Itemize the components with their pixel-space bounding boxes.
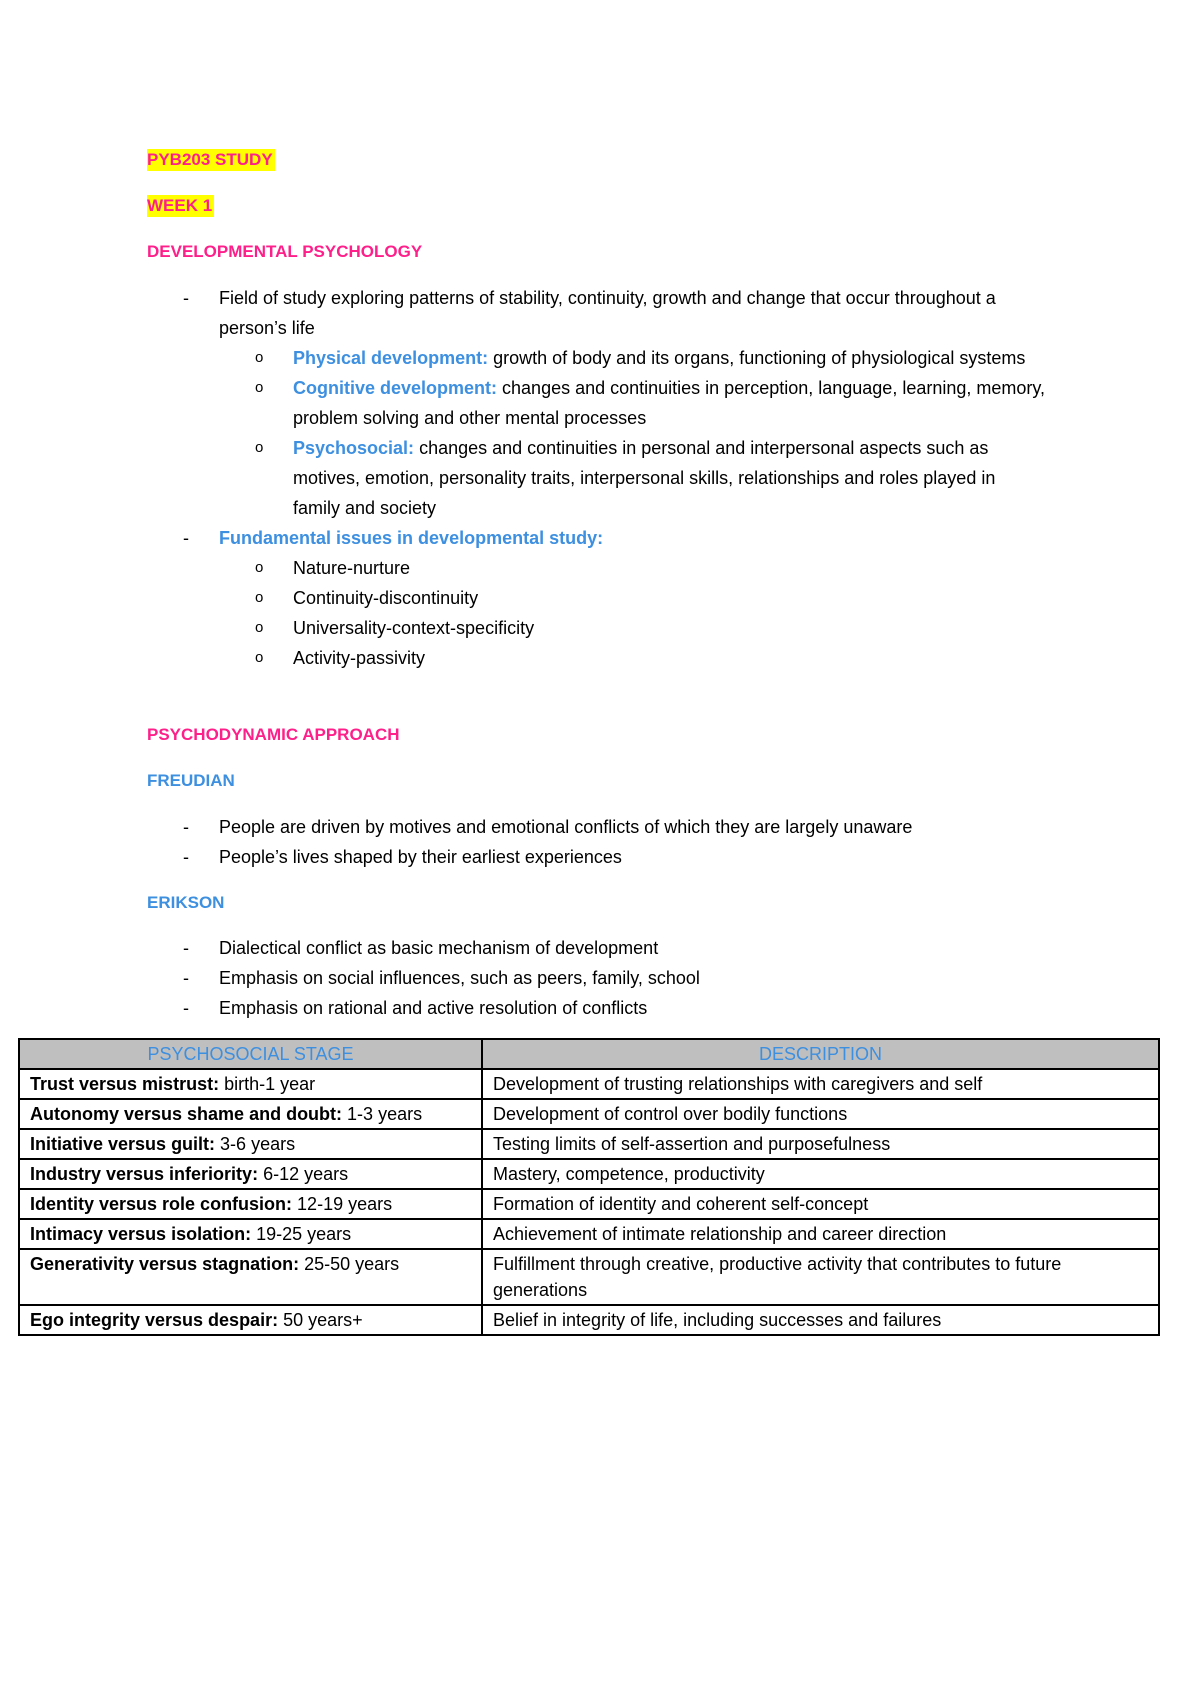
developmental-intro: Field of study exploring patterns of stability, continuity, growth and change that occur throughout a person’s life [219, 288, 996, 338]
list-item: o Activity-passivity [255, 648, 426, 668]
list-item: - Dialectical conflict as basic mechanism of development [183, 938, 659, 958]
developmental-heading: DEVELOPMENTAL PSYCHOLOGY [147, 242, 423, 261]
erikson-heading: ERIKSON [147, 893, 225, 912]
table-header-row [19, 1039, 1159, 1069]
domain-sublist [219, 343, 1047, 523]
table-row: Trust versus mistrust: birth-1 year Development of trusting relationships with caregivers and self [19, 1069, 1159, 1099]
table-header-description: DESCRIPTION [482, 1039, 1159, 1069]
table-row: Industry versus inferiority: 6-12 years Mastery, competence, productivity [19, 1159, 1159, 1189]
list-item: - Field of study exploring patterns of stability, continuity, growth and change that occur throughout a person’s life o Physical development: growth of body and its organs, functioning of physiological systems o Cognitive development: changes and continuities in perception, language, learning, memory, problem solving and other mental processes o Psychosocial: changes and continuities in personal and interpersonal aspects such as motives, emotion, personality traits, interpersonal skills, relationships and roles played in family and society [147, 283, 1047, 523]
list-item: - Fundamental issues in developmental study: o Nature-nurture o Continuity-discontinuity o Universality-context-specificity o Activity-passivity [147, 523, 1047, 673]
list-item: - Emphasis on rational and active resolution of conflicts [183, 998, 648, 1018]
table-row: Autonomy versus shame and doubt: 1-3 years Development of control over bodily functions [19, 1099, 1159, 1129]
list-item: - People are driven by motives and emotional conflicts of which they are largely unaware [183, 817, 913, 837]
table-header-stage: PSYCHOSOCIAL STAGE [19, 1039, 482, 1069]
table-row: Ego integrity versus despair: 50 years+ Belief in integrity of life, including successes and failures [19, 1305, 1159, 1335]
erikson-list [147, 933, 1047, 1023]
list-item: o Universality-context-specificity [255, 618, 535, 638]
issues-label: Fundamental issues in developmental study: [219, 528, 604, 548]
table-row: Generativity versus stagnation: 25-50 years Fulfillment through creative, productive activity that contributes to future generations [19, 1249, 1159, 1305]
list-item: o Continuity-discontinuity [255, 588, 479, 608]
developmental-list [147, 283, 1047, 673]
week-heading: WEEK 1 [147, 196, 213, 215]
list-item: - People’s lives shaped by their earliest experiences [183, 847, 622, 867]
list-item: o Nature-nurture [255, 558, 411, 578]
table-row: Initiative versus guilt: 3-6 years Testing limits of self-assertion and purposefulness [19, 1129, 1159, 1159]
freudian-heading: FREUDIAN [147, 771, 235, 790]
list-item: o Physical development: growth of body and its organs, functioning of physiological systems [255, 348, 1026, 368]
psychodynamic-heading: PSYCHODYNAMIC APPROACH [147, 725, 400, 744]
table-row: Identity versus role confusion: 12-19 years Formation of identity and coherent self-concept [19, 1189, 1159, 1219]
document-title: PYB203 STUDY [147, 150, 273, 169]
list-item: o Psychosocial: changes and continuities in personal and interpersonal aspects such as motives, emotion, personality traits, interpersonal skills, relationships and roles played in family and society [255, 438, 996, 518]
list-item: - Emphasis on social influences, such as peers, family, school [183, 968, 700, 988]
issues-sublist [219, 553, 1047, 673]
freudian-list [147, 812, 1047, 872]
psychosocial-stages-table [18, 1038, 1160, 1336]
list-item: o Cognitive development: changes and continuities in perception, language, learning, memory, problem solving and other mental processes [255, 378, 1046, 428]
table-row: Intimacy versus isolation: 19-25 years Achievement of intimate relationship and career direction [19, 1219, 1159, 1249]
